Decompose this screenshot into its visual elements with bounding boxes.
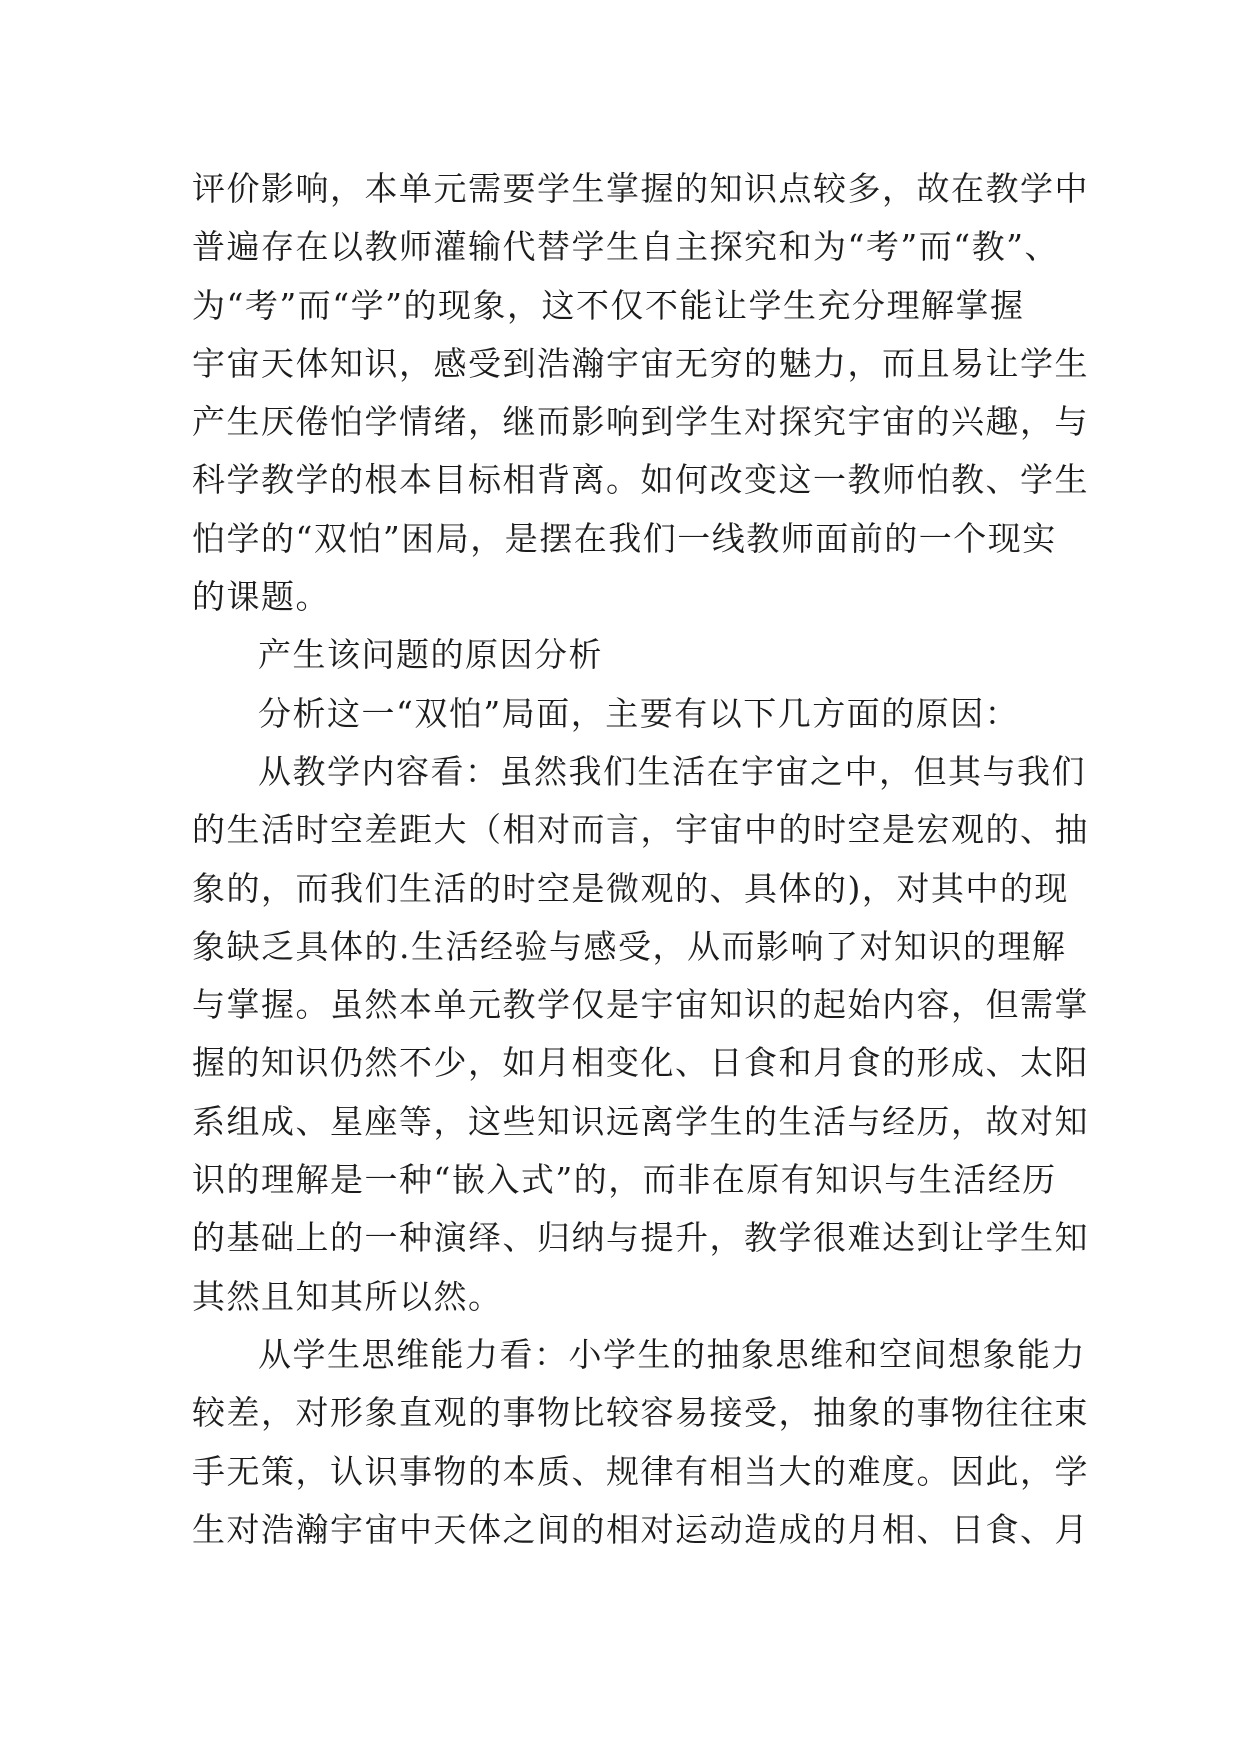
text-line: 产生厌倦怕学情绪，继而影响到学生对探究宇宙的兴趣，与 <box>192 402 1089 442</box>
text-line: 分析这一“双怕”局面，主要有以下几方面的原因： <box>258 693 1020 733</box>
text-line: 识的理解是一种“嵌入式”的，而非在原有知识与生活经历 <box>192 1160 1057 1200</box>
text-line: 为“考”而“学”的现象，这不仅不能让学生充分理解掌握 <box>192 285 1025 325</box>
text-line: 握的知识仍然不少，如月相变化、日食和月食的形成、太阳 <box>192 1043 1089 1083</box>
text-line: 其然且知其所以然。 <box>192 1276 503 1316</box>
text-line: 系组成、星座等，这些知识远离学生的生活与经历，故对知 <box>192 1101 1089 1141</box>
section-heading: 产生该问题的原因分析 <box>258 635 603 675</box>
text-line: 较差，对形象直观的事物比较容易接受，抽象的事物往往束 <box>192 1393 1089 1433</box>
text-line: 从教学内容看：虽然我们生活在宇宙之中，但其与我们 <box>258 751 1086 791</box>
text-line: 从学生思维能力看：小学生的抽象思维和空间想象能力 <box>258 1334 1086 1374</box>
text-line: 象缺乏具体的.生活经验与感受，从而影响了对知识的理解 <box>192 926 1067 966</box>
text-line: 的生活时空差距大（相对而言，宇宙中的时空是宏观的、抽 <box>192 810 1089 850</box>
text-line: 的基础上的一种演绎、归纳与提升，教学很难达到让学生知 <box>192 1218 1089 1258</box>
text-line: 评价影响，本单元需要学生掌握的知识点较多，故在教学中 <box>192 169 1089 208</box>
text-line: 怕学的“双怕”困局，是摆在我们一线教师面前的一个现实 <box>192 518 1057 558</box>
text-line: 宇宙天体知识，感受到浩瀚宇宙无穷的魅力，而且易让学生 <box>192 343 1089 383</box>
text-line: 手无策，认识事物的本质、规律有相当大的难度。因此，学 <box>192 1451 1089 1491</box>
text-line: 生对浩瀚宇宙中天体之间的相对运动造成的月相、日食、月 <box>192 1509 1089 1549</box>
body-text <box>192 160 1089 1559</box>
text-line: 象的，而我们生活的时空是微观的、具体的)，对其中的现 <box>192 868 1069 908</box>
text-line: 与掌握。虽然本单元教学仅是宇宙知识的起始内容，但需掌 <box>192 985 1089 1025</box>
text-line: 的课题。 <box>192 577 330 617</box>
text-line: 普遍存在以教师灌输代替学生自主探究和为“考”而“教”、 <box>192 227 1059 267</box>
text-line: 科学教学的根本目标相背离。如何改变这一教师怕教、学生 <box>192 460 1089 500</box>
